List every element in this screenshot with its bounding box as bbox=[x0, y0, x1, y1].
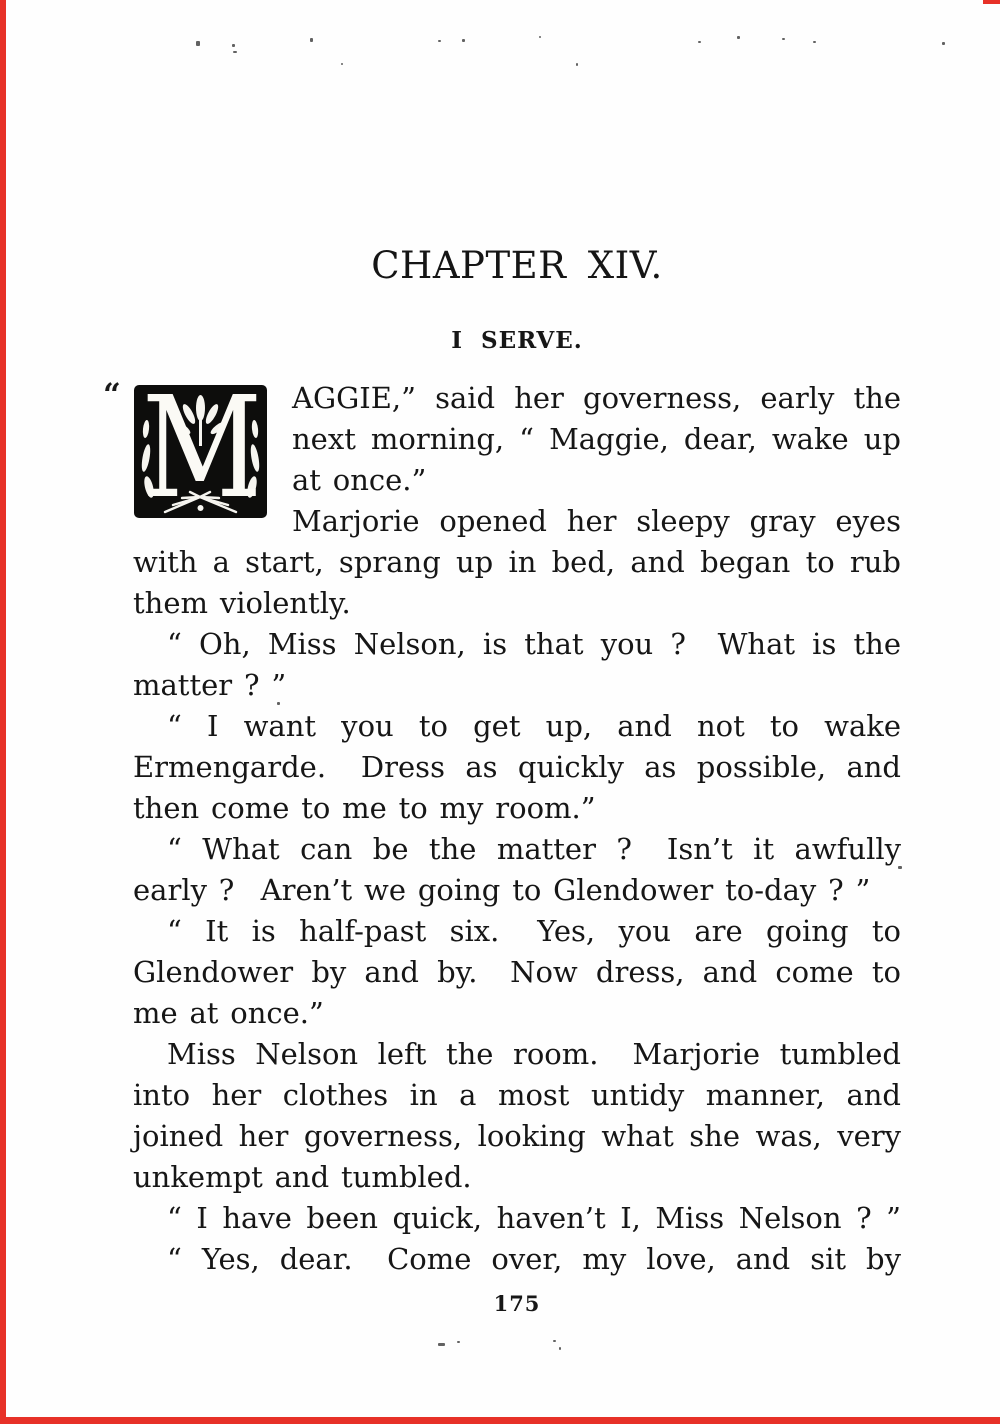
paragraph bbox=[133, 624, 901, 706]
paragraph bbox=[133, 829, 901, 911]
scan-speckle bbox=[196, 41, 200, 46]
scan-speckle bbox=[233, 51, 237, 53]
chapter-heading: CHAPTER XIV. bbox=[371, 244, 663, 287]
text-line: “ Oh, Miss Nelson, is that you ? What is the bbox=[167, 627, 901, 661]
text-line: “ I have been quick, haven’t I, Miss Nelson ? ” bbox=[167, 1201, 901, 1235]
scan-edge-left bbox=[0, 0, 6, 1424]
scan-speckle bbox=[942, 42, 945, 45]
paragraph bbox=[133, 1239, 901, 1280]
text-line: Marjorie opened her sleepy gray eyes bbox=[292, 504, 901, 538]
text-line: early ? Aren’t we going to Glendower to-day ? ” bbox=[133, 873, 871, 907]
scan-edge-bottom bbox=[0, 1417, 1000, 1424]
scan-speckle bbox=[813, 41, 816, 43]
scan-speckle bbox=[782, 38, 785, 40]
text-line: “ It is half-past six. Yes, you are going to bbox=[167, 914, 901, 948]
scan-speckle bbox=[438, 1343, 445, 1346]
scan-speckle bbox=[310, 38, 313, 42]
scan-speckle bbox=[457, 1341, 460, 1343]
text-line: me at once.” bbox=[133, 996, 324, 1030]
text-line: AGGIE,” said her governess, early the bbox=[292, 381, 901, 415]
body-text bbox=[103, 377, 901, 1280]
scan-speckle bbox=[559, 1347, 561, 1350]
scan-speckle bbox=[438, 40, 441, 42]
paragraph bbox=[133, 1198, 901, 1239]
drop-cap-ornament bbox=[133, 384, 268, 519]
text-line: then come to me to my room.” bbox=[133, 791, 596, 825]
text-line: Glendower by and by. Now dress, and come to bbox=[133, 955, 901, 989]
paragraph bbox=[133, 706, 901, 829]
text-line: next morning, “ Maggie, dear, wake up bbox=[292, 422, 901, 456]
paragraph bbox=[133, 1034, 901, 1198]
text-line: into her clothes in a most untidy manner, and bbox=[133, 1078, 901, 1112]
scan-speckle bbox=[576, 63, 578, 66]
page-number: 175 bbox=[493, 1291, 541, 1316]
scan-speckle bbox=[341, 63, 343, 65]
open-quote-mark: “ bbox=[103, 377, 121, 413]
scan-speckle bbox=[698, 41, 701, 43]
scan-edge-top-right bbox=[983, 0, 1000, 4]
text-line: them violently. bbox=[133, 586, 351, 620]
text-line: “ What can be the matter ? Isn’t it awfully bbox=[167, 832, 901, 866]
paragraph bbox=[133, 911, 901, 1034]
text-line: unkempt and tumbled. bbox=[133, 1160, 472, 1194]
text-line: “ Yes, dear. Come over, my love, and sit by bbox=[167, 1242, 901, 1276]
drop-cap-letter: M bbox=[141, 384, 263, 519]
scan-speckle bbox=[737, 36, 740, 39]
scan-speckle bbox=[539, 36, 541, 38]
scan-speckle bbox=[232, 44, 235, 47]
scan-speckle bbox=[462, 39, 465, 42]
text-line: Ermengarde. Dress as quickly as possible, and bbox=[133, 750, 901, 784]
section-title: I SERVE. bbox=[451, 327, 583, 354]
drop-cap-block bbox=[103, 377, 268, 519]
scan-speckle bbox=[553, 1340, 556, 1342]
text-line: with a start, sprang up in bed, and began to rub bbox=[133, 545, 901, 579]
text-line: at once.” bbox=[292, 463, 427, 497]
paragraph bbox=[133, 501, 901, 624]
text-line: matter ? ” bbox=[133, 668, 287, 702]
text-line: “ I want you to get up, and not to wake bbox=[167, 709, 901, 743]
text-line: joined her governess, looking what she was, very bbox=[133, 1119, 901, 1153]
text-line: Miss Nelson left the room. Marjorie tumbled bbox=[167, 1037, 901, 1071]
